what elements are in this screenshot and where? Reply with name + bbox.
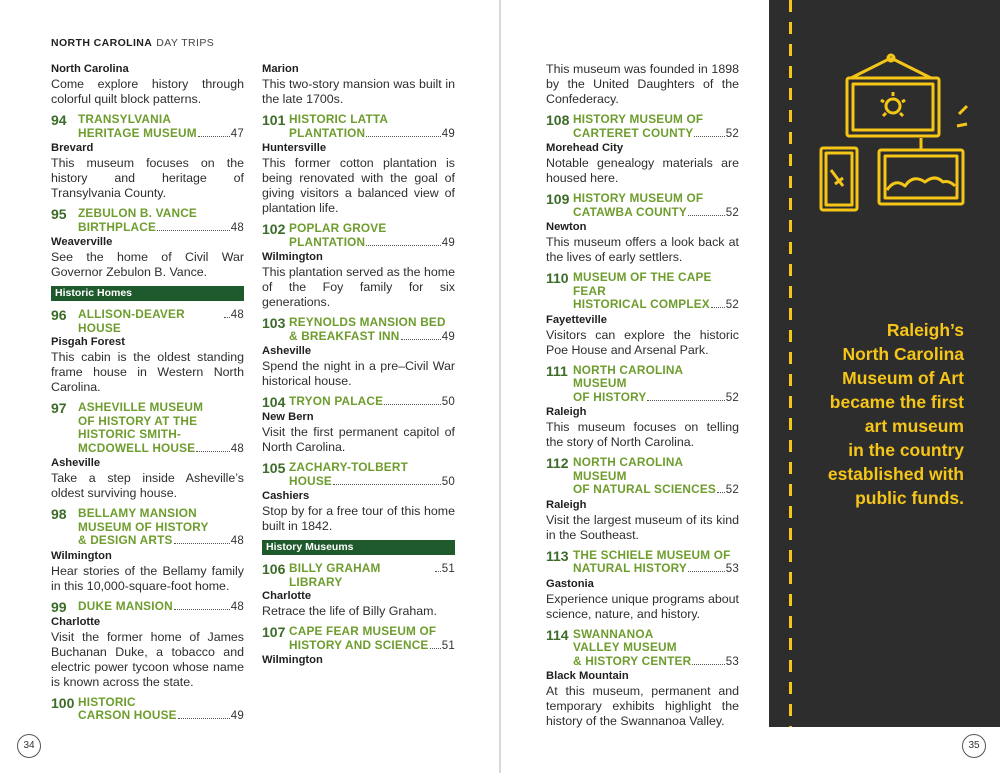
entry-title-text: HOUSE bbox=[289, 473, 332, 488]
dot-leader bbox=[688, 215, 725, 216]
entry-description: This museum focuses on telling the story of North Carolina. bbox=[546, 420, 739, 449]
entry-description: This former cotton plantation is being renovated with the goal of giving visitors a balanced view of plantation life. bbox=[262, 156, 455, 215]
entry-town: Morehead City bbox=[546, 142, 624, 154]
entry-title-line bbox=[78, 442, 244, 457]
entry-town: Wilmington bbox=[262, 251, 323, 263]
entry-title-line: TRANSYLVANIA bbox=[78, 112, 172, 126]
entry-description: Take a step inside Asheville’s oldest surviving house. bbox=[51, 471, 244, 500]
dot-leader bbox=[401, 339, 441, 340]
column-3 bbox=[546, 62, 739, 735]
entry-title bbox=[573, 549, 739, 577]
entry-title bbox=[78, 113, 244, 141]
entry-title-line bbox=[289, 236, 455, 251]
directory-entry bbox=[262, 625, 455, 668]
sidebar-quote-line: art museum bbox=[864, 416, 964, 436]
entry-title-text: PLANTATION bbox=[289, 125, 366, 140]
entry-description: This two-story mansion was built in the late 1700s. bbox=[262, 77, 455, 106]
entry-heading bbox=[51, 207, 244, 235]
left-page bbox=[0, 0, 499, 773]
directory-entry bbox=[51, 207, 244, 280]
entry-number: 98 bbox=[51, 506, 67, 522]
entry-town: Wilmington bbox=[262, 654, 323, 666]
entry-title-text: HISTORY AND SCIENCE bbox=[289, 637, 429, 652]
entry-heading bbox=[262, 316, 455, 344]
entry-title-line bbox=[573, 562, 739, 577]
directory-entry bbox=[546, 62, 739, 107]
dot-leader bbox=[174, 609, 230, 610]
right-page bbox=[501, 0, 1000, 773]
entry-title-line bbox=[78, 534, 244, 549]
running-head-state: NORTH CAROLINA bbox=[51, 37, 153, 49]
entry-page-ref: 52 bbox=[725, 206, 739, 219]
directory-entry bbox=[546, 113, 739, 186]
entry-title bbox=[78, 696, 244, 724]
page-number-left: 34 bbox=[17, 734, 41, 758]
directory-entry bbox=[546, 192, 739, 265]
entry-description: Visit the former home of James Buchanan Duke, a tobacco and electric power tycoon whose name is known across the state. bbox=[51, 629, 244, 689]
entry-title bbox=[289, 222, 455, 250]
entry-title-line: NORTH CAROLINA MUSEUM bbox=[573, 455, 683, 483]
directory-entry bbox=[51, 507, 244, 594]
running-head bbox=[51, 37, 214, 49]
dot-leader bbox=[224, 317, 230, 318]
entry-heading bbox=[262, 625, 455, 653]
entry-title-line: REYNOLDS MANSION BED bbox=[289, 315, 446, 329]
directory-entry bbox=[262, 562, 455, 619]
entry-description: This cabin is the oldest standing frame house in Western North Carolina. bbox=[51, 350, 244, 394]
sidebar-quote-line: Museum of Art bbox=[842, 368, 964, 388]
dot-leader bbox=[711, 307, 725, 308]
entry-description: Retrace the life of Billy Graham. bbox=[262, 604, 437, 618]
entry-town: Asheville bbox=[262, 345, 312, 357]
entry-heading bbox=[546, 628, 739, 670]
entry-title-line: SWANNANOA bbox=[573, 626, 654, 641]
directory-entry bbox=[546, 628, 739, 730]
dot-leader bbox=[694, 136, 724, 137]
entry-title-line: HISTORY MUSEUM OF bbox=[573, 112, 704, 126]
entry-title-line bbox=[78, 221, 244, 236]
entry-title-text: TRYON PALACE bbox=[289, 394, 384, 408]
entry-number: 113 bbox=[546, 547, 569, 564]
entry-title-text: MCDOWELL HOUSE bbox=[78, 440, 196, 455]
entry-description: Stop by for a free tour of this home built in 1842. bbox=[262, 504, 455, 533]
entry-title bbox=[573, 113, 739, 141]
entry-page-ref: 51 bbox=[441, 563, 455, 575]
entry-title-text: PLANTATION bbox=[289, 234, 366, 249]
entry-page-ref: 53 bbox=[725, 655, 739, 668]
entry-title-line: HISTORIC bbox=[78, 694, 136, 709]
entry-number: 109 bbox=[546, 191, 570, 207]
entry-number: 100 bbox=[51, 694, 75, 711]
entry-title-line bbox=[573, 391, 739, 406]
entry-town: Cashiers bbox=[262, 490, 310, 502]
directory-entry bbox=[546, 271, 739, 358]
entry-number: 95 bbox=[51, 206, 67, 222]
dot-leader bbox=[430, 648, 441, 649]
dot-leader bbox=[196, 451, 230, 452]
entry-heading bbox=[51, 308, 244, 335]
entry-page-ref: 48 bbox=[230, 221, 244, 234]
entry-title bbox=[289, 316, 455, 344]
entry-description: This museum focuses on the history and heritage of Transylvania County. bbox=[51, 156, 244, 200]
intro-entry bbox=[51, 62, 244, 107]
entry-title-line bbox=[573, 206, 739, 221]
entry-title bbox=[78, 600, 244, 615]
dot-leader bbox=[366, 245, 441, 246]
entry-number: 108 bbox=[546, 112, 570, 128]
entry-title-line bbox=[573, 298, 739, 313]
entry-town: Charlotte bbox=[262, 590, 312, 602]
entry-number: 96 bbox=[51, 307, 67, 323]
directory-entry bbox=[51, 401, 244, 501]
entry-heading bbox=[546, 271, 739, 313]
entry-number: 102 bbox=[262, 221, 286, 237]
section-band: Historic Homes bbox=[51, 286, 244, 301]
entry-title-line: MUSEUM OF HISTORY bbox=[78, 519, 209, 534]
entry-town: Fayetteville bbox=[546, 313, 607, 326]
entry-town: Pisgah Forest bbox=[51, 336, 125, 348]
entry-title-line: HISTORY MUSEUM OF bbox=[573, 191, 704, 205]
entry-title-text: CARSON HOUSE bbox=[78, 708, 177, 722]
entry-title bbox=[289, 562, 455, 589]
dot-leader bbox=[174, 543, 230, 544]
entry-title-text: & BREAKFAST INN bbox=[289, 328, 400, 343]
dot-leader bbox=[157, 230, 230, 231]
entry-title-line: MUSEUM OF THE CAPE FEAR bbox=[573, 270, 712, 298]
entry-town: Huntersville bbox=[262, 142, 327, 154]
entry-title-text: OF NATURAL SCIENCES bbox=[573, 482, 716, 496]
entry-heading bbox=[262, 222, 455, 250]
dot-leader bbox=[647, 400, 724, 401]
dot-leader bbox=[692, 664, 724, 665]
entry-title bbox=[573, 364, 739, 406]
entry-title bbox=[289, 395, 455, 410]
entry-number: 104 bbox=[262, 394, 286, 410]
entry-town: Weaverville bbox=[51, 236, 113, 248]
entry-page-ref: 50 bbox=[441, 475, 455, 488]
entry-number: 105 bbox=[262, 460, 286, 476]
sidebar-quote-line: became the first bbox=[829, 392, 964, 412]
entry-title-text: & DESIGN ARTS bbox=[78, 533, 173, 547]
entry-heading bbox=[546, 364, 739, 406]
entry-title bbox=[78, 308, 244, 335]
entry-title-line bbox=[78, 600, 244, 615]
entry-heading bbox=[546, 549, 739, 577]
dot-leader bbox=[366, 136, 441, 137]
sidebar-quote-line: in the country bbox=[848, 440, 964, 460]
entry-heading bbox=[51, 696, 244, 724]
entry-page-ref: 50 bbox=[441, 396, 455, 408]
entry-title-line bbox=[289, 395, 455, 410]
entry-title-line: POPLAR GROVE bbox=[289, 221, 387, 235]
entry-number: 94 bbox=[51, 112, 67, 128]
entry-town: Brevard bbox=[51, 142, 94, 154]
entry-title-text: DUKE MANSION bbox=[78, 598, 173, 613]
entry-number: 106 bbox=[262, 561, 286, 577]
entry-description: Come explore history through colorful quilt block patterns. bbox=[51, 77, 244, 106]
entry-page-ref: 49 bbox=[441, 236, 455, 249]
dot-leader bbox=[178, 718, 230, 719]
entry-description: See the home of Civil War Governor Zebulon B. Vance. bbox=[51, 250, 244, 279]
entry-title-line bbox=[289, 475, 455, 490]
directory-entry bbox=[51, 308, 244, 395]
entry-page-ref: 52 bbox=[725, 127, 739, 140]
entry-page-ref: 49 bbox=[230, 710, 244, 722]
entry-title bbox=[573, 192, 739, 220]
entry-title-line bbox=[573, 655, 739, 670]
entry-title-line: HISTORIC LATTA bbox=[289, 112, 389, 126]
entry-title bbox=[78, 507, 244, 549]
entry-number: 110 bbox=[546, 270, 569, 286]
entry-title-text: NATURAL HISTORY bbox=[573, 561, 687, 575]
entry-title bbox=[289, 625, 455, 653]
entry-town: Marion bbox=[262, 63, 299, 75]
sidebar-quote bbox=[769, 318, 964, 510]
sidebar-quote-line: North Carolina bbox=[842, 344, 964, 364]
entry-description: Experience unique programs about science, nature, and history. bbox=[546, 591, 739, 621]
entry-title-text: BILLY GRAHAM LIBRARY bbox=[289, 561, 381, 589]
entry-heading bbox=[262, 461, 455, 489]
entry-title-line bbox=[289, 562, 455, 589]
entry-town: Asheville bbox=[51, 457, 101, 469]
entry-town: Black Mountain bbox=[546, 670, 629, 682]
entry-number: 111 bbox=[546, 362, 568, 379]
entry-title-text: & HISTORY CENTER bbox=[573, 653, 692, 668]
section-band: History Museums bbox=[262, 540, 455, 555]
entry-title-text: HISTORICAL COMPLEX bbox=[573, 297, 710, 311]
page-number-right: 35 bbox=[962, 734, 986, 758]
entry-title bbox=[573, 628, 739, 670]
entry-page-ref: 51 bbox=[441, 639, 455, 652]
entry-title-line: NORTH CAROLINA MUSEUM bbox=[573, 362, 683, 390]
entry-heading bbox=[51, 401, 244, 456]
entry-page-ref: 52 bbox=[725, 391, 739, 404]
entry-page-ref: 48 bbox=[230, 442, 244, 455]
framed-pictures-icon bbox=[809, 50, 969, 220]
directory-entry bbox=[262, 222, 455, 310]
entry-description: Notable genealogy materials are housed here. bbox=[546, 156, 739, 185]
entry-heading bbox=[262, 113, 455, 141]
directory-entry bbox=[262, 62, 455, 107]
entry-number: 103 bbox=[262, 315, 286, 331]
directory-entry bbox=[546, 549, 739, 622]
entry-heading bbox=[51, 113, 244, 141]
entry-town: Newton bbox=[546, 221, 587, 233]
sidebar-panel bbox=[769, 0, 1000, 727]
entry-title-text: OF HISTORY bbox=[573, 389, 647, 404]
column-1 bbox=[51, 62, 244, 730]
entry-heading bbox=[546, 456, 739, 498]
entry-title-text: BIRTHPLACE bbox=[78, 219, 157, 234]
entry-title bbox=[78, 401, 244, 456]
entry-title-line bbox=[78, 709, 244, 724]
directory-entry bbox=[546, 364, 739, 451]
entry-title-line: THE SCHIELE MUSEUM OF bbox=[573, 547, 731, 562]
sidebar-quote-line: established with bbox=[827, 464, 964, 484]
entry-heading bbox=[262, 562, 455, 589]
column-2 bbox=[262, 62, 455, 674]
entry-title-text: CATAWBA COUNTY bbox=[573, 204, 687, 219]
entry-number: 114 bbox=[546, 626, 569, 643]
entry-title-line bbox=[289, 639, 455, 654]
directory-entry bbox=[262, 461, 455, 534]
entry-heading bbox=[546, 192, 739, 220]
entry-title-text: CARTERET COUNTY bbox=[573, 125, 694, 140]
entry-title-line bbox=[289, 127, 455, 142]
entry-page-ref: 48 bbox=[230, 309, 244, 321]
entry-title-line bbox=[573, 483, 739, 498]
entry-number: 97 bbox=[51, 400, 67, 416]
entry-title bbox=[289, 113, 455, 141]
entry-title-line: VALLEY MUSEUM bbox=[573, 640, 677, 654]
dot-leader bbox=[198, 136, 230, 137]
entry-description: Visit the largest museum of its kind in the Southeast. bbox=[546, 512, 739, 542]
entry-title-line: CAPE FEAR MUSEUM OF bbox=[289, 624, 437, 638]
entry-page-ref: 53 bbox=[725, 563, 739, 575]
entry-number: 99 bbox=[51, 598, 67, 615]
entry-town: Gastonia bbox=[546, 577, 594, 590]
entry-title bbox=[289, 461, 455, 489]
entry-town: Wilmington bbox=[51, 549, 112, 562]
entry-town: Raleigh bbox=[546, 498, 587, 511]
entry-title bbox=[573, 271, 739, 313]
entry-town: North Carolina bbox=[51, 63, 129, 75]
entry-page-ref: 48 bbox=[230, 600, 244, 613]
entry-title-text: HERITAGE MUSEUM bbox=[78, 125, 197, 140]
entry-town: Raleigh bbox=[546, 406, 587, 418]
entry-title-line: ASHEVILLE MUSEUM bbox=[78, 400, 204, 414]
directory-entry bbox=[51, 600, 244, 690]
entry-title-line bbox=[573, 127, 739, 142]
entry-heading bbox=[51, 507, 244, 549]
entry-title bbox=[78, 207, 244, 235]
sidebar-quote-line: Raleigh’s bbox=[886, 320, 964, 340]
entry-description: This plantation served as the home of the Foy family for six generations. bbox=[262, 265, 455, 309]
entry-title-line: HISTORIC SMITH- bbox=[78, 427, 182, 441]
entry-description: Visit the first permanent capitol of North Carolina. bbox=[262, 425, 455, 454]
entry-title-text: ALLISON-DEAVER HOUSE bbox=[78, 307, 185, 335]
entry-title-line: BELLAMY MANSION bbox=[78, 506, 197, 520]
directory-entry bbox=[546, 456, 739, 543]
entry-town: New Bern bbox=[262, 411, 314, 423]
directory-entry bbox=[262, 316, 455, 389]
entry-title-line: OF HISTORY AT THE bbox=[78, 413, 198, 428]
entry-heading bbox=[262, 395, 455, 410]
entry-title-line bbox=[78, 308, 244, 335]
dot-leader bbox=[688, 571, 725, 572]
entry-title-line: ZEBULON B. VANCE bbox=[78, 206, 197, 220]
entry-number: 112 bbox=[546, 455, 569, 471]
dot-leader bbox=[435, 571, 441, 572]
directory-entry bbox=[262, 395, 455, 455]
entry-description: This museum offers a look back at the lives of early settlers. bbox=[546, 235, 739, 264]
directory-entry bbox=[51, 696, 244, 724]
directory-entry bbox=[262, 113, 455, 216]
sidebar-quote-line: public funds. bbox=[855, 488, 964, 508]
entry-page-ref: 49 bbox=[441, 127, 455, 140]
entry-number: 101 bbox=[262, 112, 286, 128]
directory-entry bbox=[51, 113, 244, 201]
entry-description: This museum was founded in 1898 by the United Daughters of the Confederacy. bbox=[546, 62, 739, 106]
entry-page-ref: 52 bbox=[725, 484, 739, 496]
entry-title-line bbox=[289, 330, 455, 345]
entry-heading bbox=[546, 113, 739, 141]
entry-title-line: ZACHARY-TOLBERT bbox=[289, 460, 408, 474]
entry-page-ref: 48 bbox=[230, 535, 244, 547]
entry-description: Hear stories of the Bellamy family in this 10,000-square-foot home. bbox=[51, 563, 244, 593]
dot-leader bbox=[717, 492, 725, 493]
dot-leader bbox=[333, 484, 441, 485]
entry-title-line bbox=[78, 127, 244, 142]
entry-description: Spend the night in a pre–Civil War historical house. bbox=[262, 359, 455, 388]
entry-title bbox=[573, 456, 739, 498]
entry-description: Visitors can explore the historic Poe House and Arsenal Park. bbox=[546, 327, 739, 357]
entry-page-ref: 52 bbox=[725, 299, 739, 311]
running-head-section: DAY TRIPS bbox=[156, 37, 215, 49]
entry-description: At this museum, permanent and temporary exhibits highlight the history of the Swannanoa Valley. bbox=[546, 684, 739, 728]
entry-number: 107 bbox=[262, 624, 286, 640]
entry-page-ref: 49 bbox=[441, 330, 455, 343]
entry-page-ref: 47 bbox=[230, 127, 244, 140]
dot-leader bbox=[384, 404, 441, 405]
entry-heading bbox=[51, 600, 244, 615]
entry-town: Charlotte bbox=[51, 615, 101, 628]
